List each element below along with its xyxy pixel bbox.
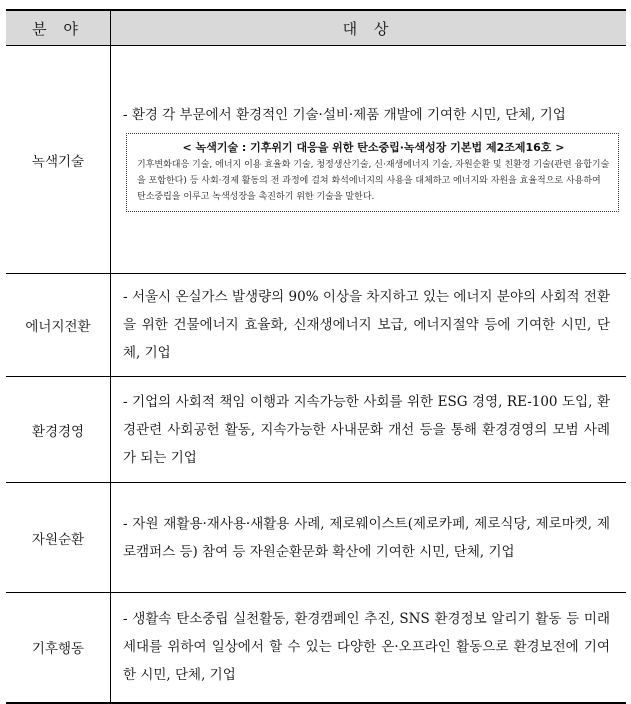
target-cell (111, 274, 627, 377)
award-category-table (6, 9, 626, 704)
target-text: - 자원 재활용·재사용·새활용 사례, 제로웨이스트(제로카페, 제로식당, 제로마켓, 제로캠퍼스 등) 참여 등 자원순환문화 확산에 기여한 시민, 단체, 기업 (123, 515, 610, 560)
target-text: - 서울시 온실가스 발생량의 90% 이상을 차지하고 있는 에너지 분야의 사회적 전환을 위한 건물에너지 효율화, 신재생에너지 보급, 에너지절약 등에 기여한 시민, 단체, 기업 (123, 289, 610, 361)
target-cell (111, 483, 627, 593)
table-row (6, 274, 626, 377)
target-cell (111, 46, 627, 274)
table-row (6, 377, 626, 483)
category-cell: 환경경영 (6, 377, 111, 483)
target-cell (111, 593, 627, 703)
category-cell: 자원순환 (6, 483, 111, 593)
table-row (6, 46, 626, 274)
target-text: - 생활속 탄소중립 실천활동, 환경캠페인 추진, SNS 환경정보 알리기 활동 등 미래세대를 위하여 일상에서 할 수 있는 다양한 온·오프라인 활동으로 환경보전에 기여한 시민, 단체, 기업 (123, 611, 610, 684)
header-field: 분 야 (6, 10, 111, 46)
category-cell: 에너지전환 (6, 274, 111, 377)
header-target: 대 상 (111, 10, 627, 46)
table-header-row (6, 10, 626, 46)
table-row (6, 483, 626, 593)
definition-title: < 녹색기술 : 기후위기 대응을 위한 탄소중립·녹색성장 기본법 제2조제16호 > (182, 141, 565, 154)
category-cell: 녹색기술 (6, 46, 111, 274)
definition-body: 기후변화대응 기술, 에너지 이용 효율화 기술, 청정생산기술, 신·재생에너지 기술, 자원순환 및 친환경 기술(관련 융합기술을 포함한다) 등 사회·경제 활동의 전 과정에 걸쳐 화석에너지의 사용을 대체하고 에너지와 자원을 효율적으로 사용하여 탄소중립을 이루고 녹색성장을 촉진하기 위한 기술을 말한다. (137, 160, 610, 202)
target-text: - 기업의 사회적 책임 이행과 지속가능한 사회를 위한 ESG 경영, RE-100 도입, 환경관련 사회공헌 활동, 지속가능한 사내문화 개선 등을 통해 환경경영의 모범 사례가 되는 기업 (123, 393, 610, 466)
table-row (6, 593, 626, 703)
target-text: - 환경 각 부문에서 환경적인 기술·설비·제품 개발에 기여한 시민, 단체, 기업 (123, 107, 566, 123)
category-cell: 기후행동 (6, 593, 111, 703)
definition-box (126, 133, 619, 212)
target-cell (111, 377, 627, 483)
